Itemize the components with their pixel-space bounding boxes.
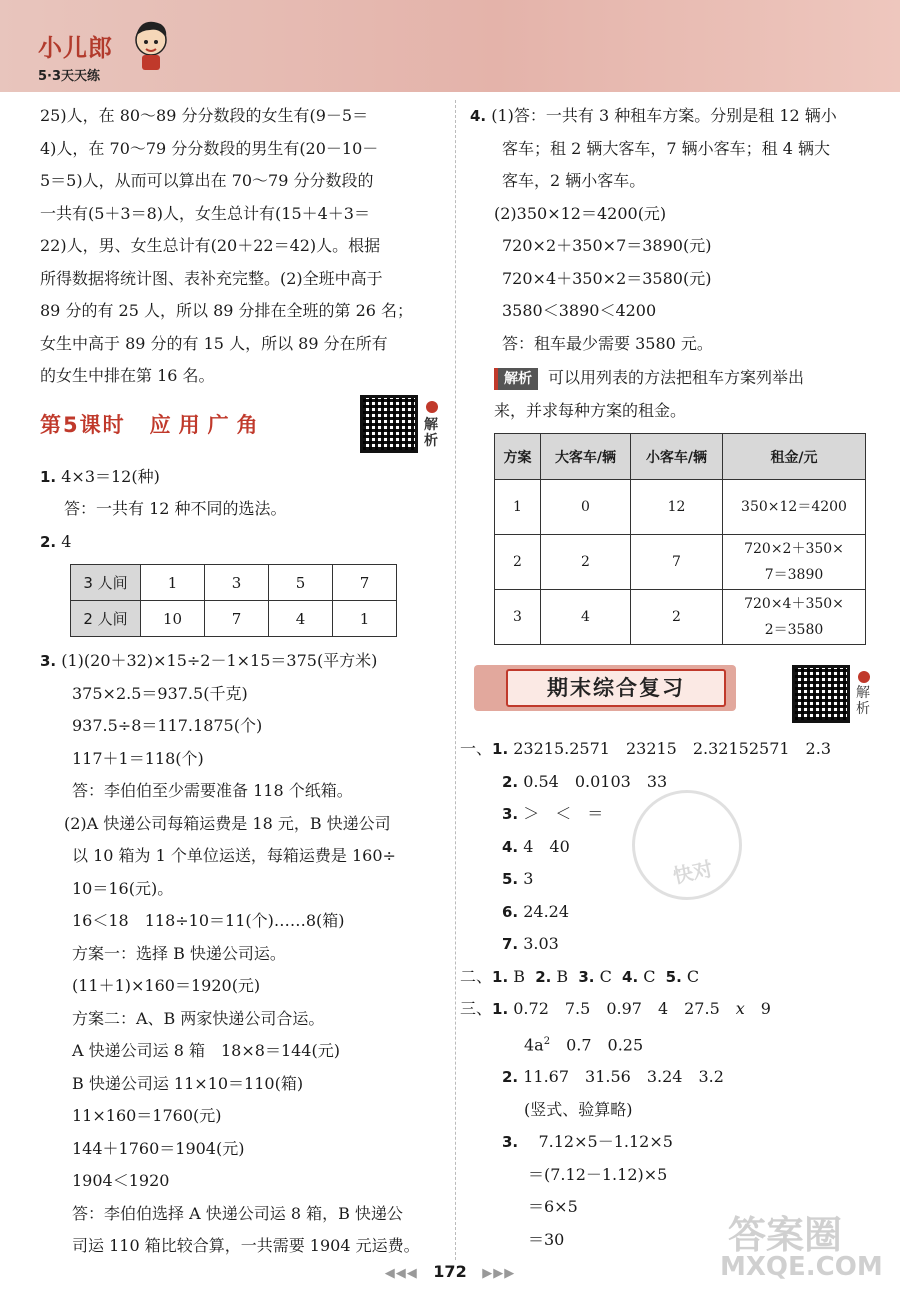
table-row	[71, 601, 397, 637]
lesson-name: 应用广角	[149, 412, 266, 437]
question-number: 2.	[502, 1068, 519, 1087]
answer-line: 4×3＝12(种)	[61, 466, 160, 486]
table-cell: 5	[269, 565, 333, 601]
table-header: 大客车/辆	[541, 434, 631, 480]
table-cell: 0	[541, 480, 631, 535]
answer-line: 方案一：选择 B 快递公司运。	[72, 943, 286, 963]
qr-label: 解析	[856, 685, 870, 717]
analysis-text: 可以用列表的方法把租车方案列举出	[548, 368, 805, 387]
table-cell	[723, 535, 866, 590]
table-cell: 12	[631, 480, 723, 535]
table-header-row	[495, 434, 866, 480]
question-number: 6.	[502, 902, 519, 921]
table-cell: 2	[631, 590, 723, 645]
question-number: 2.	[502, 772, 519, 791]
answer-line: 16＜18 118÷10＝11(个)……8(箱)	[72, 911, 345, 930]
answer-line: 7.12×5－1.12×5	[538, 1132, 673, 1152]
text-line: 4)人，在 70～79 分分数段的男生有(20－10－	[40, 138, 379, 158]
review-banner	[470, 661, 875, 721]
question-number: 4.	[470, 107, 487, 125]
rent-table	[494, 433, 866, 645]
question-number: 4.	[622, 967, 639, 986]
answer-line: ＞ ＜ ＝	[523, 804, 604, 823]
answer-line: 144＋1760＝1904(元)	[72, 1138, 245, 1158]
question-number: 2.	[535, 967, 552, 986]
table-cell: 7	[205, 601, 269, 637]
question-3	[40, 645, 440, 1263]
table-cell: 1	[333, 601, 397, 637]
answer-line: (1)答：一共有 3 种租车方案。分别是租 12 辆小	[491, 106, 837, 125]
analysis-text: 来，并求每种方案的租金。	[494, 400, 687, 420]
mascot-icon	[130, 18, 172, 72]
answer-line: 答：租车最少需要 3580 元。	[502, 333, 713, 353]
page-header	[0, 0, 900, 92]
answer-line: 24.24	[523, 901, 570, 921]
part-label: 一、	[460, 739, 493, 758]
table-row	[71, 565, 397, 601]
text-line: 89 分的有 25 人，所以 89 分排在全班的第 26 名；	[40, 301, 414, 320]
answer-line: (2)350×12＝4200(元)	[494, 203, 667, 223]
question-number: 3.	[578, 967, 595, 986]
lesson-number: 第5课时	[40, 412, 126, 437]
qr-label: 解析	[424, 416, 440, 449]
page-number: 172	[433, 1262, 467, 1281]
answer-line: 答：一共有 12 种不同的选法。	[64, 499, 287, 518]
answer-line: (1)(20＋32)×15÷2－1×15＝375(平方米)	[61, 651, 378, 670]
answer-line: B	[556, 966, 569, 986]
table-cell: 3	[205, 565, 269, 601]
answer-line: 3	[523, 869, 534, 888]
table-row	[495, 590, 866, 645]
question-number: 4.	[502, 837, 519, 856]
answer-line: 4a	[524, 1034, 544, 1054]
left-column	[40, 100, 440, 1263]
play-icon	[426, 401, 438, 413]
answer-line: 司运 110 箱比较合算，一共需要 1904 元运费。	[72, 1236, 420, 1255]
table-cell: 2 人间	[71, 601, 141, 637]
brand-name: 小儿郎	[38, 34, 113, 62]
table-cell: 4	[541, 590, 631, 645]
table-cell: 1	[141, 565, 205, 601]
answer-line: 720×4＋350×2＝3580(元)	[502, 268, 712, 288]
question-number: 7.	[502, 935, 519, 953]
qr-code-icon[interactable]	[792, 665, 850, 723]
question-4	[470, 100, 875, 645]
part-label: 二、	[460, 966, 493, 986]
right-column	[460, 100, 875, 1256]
rent-value: 350×12＝4200	[741, 499, 847, 515]
answer-line: C	[599, 966, 612, 986]
answer-line: ＝6×5	[528, 1197, 578, 1217]
answer-line: 3580＜3890＜4200	[502, 301, 657, 320]
column-divider	[455, 100, 456, 1260]
answer-line: 以 10 箱为 1 个单位运送，每箱运费是 160÷	[72, 846, 396, 865]
answer-line: ＝30	[528, 1229, 565, 1249]
table-row	[495, 480, 866, 535]
answer-line: 答：李伯伯选择 A 快递公司运 8 箱，B 快递公	[72, 1203, 403, 1223]
prev-answer-text	[40, 100, 440, 393]
text-line: 的女生中排在第 16 名。	[40, 366, 215, 385]
answer-line: 10＝16(元)。	[72, 878, 174, 898]
text-line: 所得数据将统计图、表补充完整。(2)全班中高于	[40, 268, 383, 288]
table-header: 方案	[495, 434, 541, 480]
table-cell: 2	[495, 535, 541, 590]
table-cell: 10	[141, 601, 205, 637]
table-cell: 3 人间	[71, 565, 141, 601]
rent-value: 720×2＋350×	[744, 541, 844, 557]
part-label: 三、	[460, 999, 493, 1018]
table-row	[495, 535, 866, 590]
answer-line: 客车，2 辆小客车。	[502, 171, 646, 190]
text-line: 25)人，在 80～89 分分数段的女生有(9－5＝	[40, 106, 369, 125]
left-arrows-icon: ◀◀◀	[384, 1266, 418, 1281]
question-2	[40, 526, 440, 638]
rent-value: 2＝3580	[764, 622, 824, 638]
text-line: 5＝5)人，从而可以算出在 70～79 分分数段的	[40, 171, 374, 190]
answer-line: 4 40	[523, 836, 570, 856]
answer-line: 0.54 0.0103 33	[523, 771, 668, 791]
question-number: 1.	[492, 740, 509, 758]
answer-line: 937.5÷8＝117.1875(个)	[72, 716, 263, 735]
question-number: 1.	[492, 1000, 509, 1018]
series-name: 5·3天天练	[38, 69, 101, 84]
table-cell: 7	[631, 535, 723, 590]
answer-line: B	[513, 966, 526, 986]
play-icon	[858, 671, 870, 683]
watermark-brand: 答案圈	[728, 1213, 843, 1257]
page-footer	[0, 1262, 900, 1281]
answer-line: (11＋1)×160＝1920(元)	[72, 976, 261, 995]
room-table	[70, 564, 397, 637]
text-line: 22)人，男、女生总计有(20＋22＝42)人。根据	[40, 236, 381, 255]
analysis-line	[470, 362, 875, 395]
answer-line: ＝(7.12－1.12)×5	[528, 1164, 668, 1184]
question-number: 3.	[502, 805, 519, 823]
answer-line: 0.7 0.25	[550, 1034, 644, 1054]
answer-line: 客车；租 2 辆大客车，7 辆小客车；租 4 辆大	[502, 138, 830, 158]
answer-line: (竖式、验算略)	[524, 1099, 633, 1119]
table-header: 小客车/辆	[631, 434, 723, 480]
answer-line: 9	[744, 999, 771, 1018]
answer-line: A 快递公司运 8 箱 18×8＝144(元)	[72, 1041, 340, 1060]
question-number: 3.	[502, 1133, 519, 1152]
text-line: 女生中高于 89 分的有 15 人，所以 89 分在所有	[40, 333, 388, 353]
table-cell	[723, 590, 866, 645]
answer-line: 375×2.5＝937.5(千克)	[72, 683, 248, 703]
answer-line: 117＋1＝118(个)	[72, 748, 204, 768]
variable-x: x	[735, 999, 745, 1018]
rent-value: 720×4＋350×	[744, 596, 844, 612]
watermark-url: MXQE.COM	[720, 1252, 883, 1282]
brand-logo	[38, 28, 113, 84]
table-cell: 7	[333, 565, 397, 601]
answer-line: C	[643, 966, 656, 986]
review-title: 期末综合复习	[506, 669, 726, 707]
answer-line: 11.67 31.56 3.24 3.2	[523, 1067, 724, 1087]
table-cell	[723, 480, 866, 535]
answer-line: 方案二：A、B 两家快递公司合运。	[72, 1008, 325, 1028]
exponent: 2	[543, 1035, 551, 1047]
question-number: 1.	[492, 967, 509, 986]
answer-line: 4	[61, 531, 72, 551]
table-header: 租金/元	[723, 434, 866, 480]
analysis-tag: 解析	[494, 368, 538, 390]
table-cell: 2	[541, 535, 631, 590]
answer-line: 1904＜1920	[72, 1171, 170, 1190]
table-cell: 3	[495, 590, 541, 645]
answer-line: 答：李伯伯至少需要准备 118 个纸箱。	[72, 781, 353, 800]
lesson-title	[40, 399, 440, 451]
answer-line: (2)A 快递公司每箱运费是 18 元，B 快递公司	[64, 813, 391, 833]
question-number: 5.	[502, 870, 519, 888]
answer-line: 720×2＋350×7＝3890(元)	[502, 236, 712, 255]
qr-code-icon[interactable]	[360, 395, 418, 453]
answer-line: B 快递公司运 11×10＝110(箱)	[72, 1073, 304, 1093]
question-1	[40, 461, 440, 526]
table-cell: 1	[495, 480, 541, 535]
stamp-text: 快对	[670, 856, 715, 889]
table-cell: 4	[269, 601, 333, 637]
rent-value: 7＝3890	[764, 567, 824, 583]
text-line: 一共有(5＋3＝8)人，女生总计有(15＋4＋3＝	[40, 203, 370, 223]
question-number: 2.	[40, 532, 57, 551]
question-number: 5.	[665, 967, 682, 986]
question-number: 1.	[40, 467, 57, 486]
answer-line: 0.72 7.5 0.97 4 27.5	[513, 999, 736, 1018]
question-number: 3.	[40, 652, 57, 670]
answer-line: 11×160＝1760(元)	[72, 1106, 222, 1125]
answer-line: 23215.2571 23215 2.32152571 2.3	[513, 739, 832, 758]
answer-line: C	[686, 966, 700, 986]
answer-line: 3.03	[523, 934, 559, 953]
right-arrows-icon: ▶▶▶	[482, 1266, 516, 1281]
